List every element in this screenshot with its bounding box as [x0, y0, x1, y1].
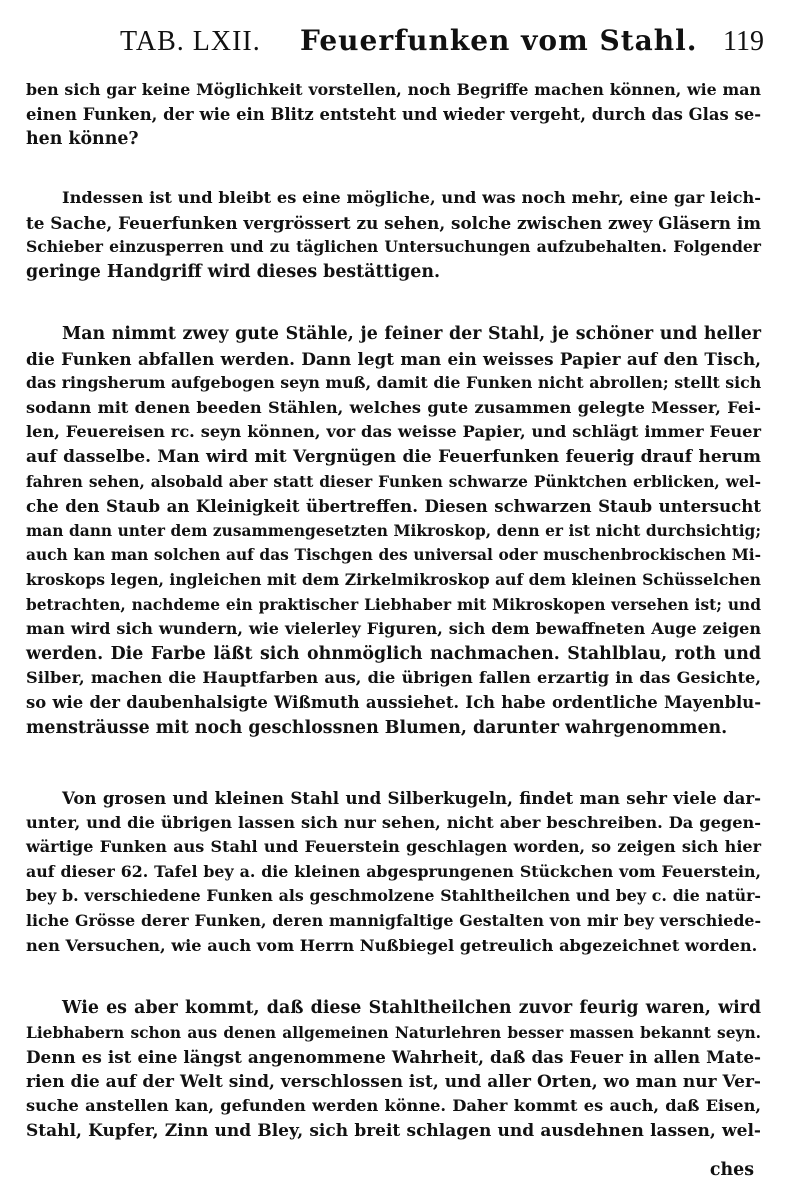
text-line: Liebhabern schon aus denen allgemeinen Naturlehren besser massen bekannt seyn. — [26, 1023, 761, 1042]
text-line: nen Versuchen, wie auch vom Herrn Nußbiegel getreulich abgezeichnet worden. — [26, 935, 758, 955]
text-line: geringe Handgriff wird dieses bestättigen. — [26, 261, 441, 282]
text-line: auch kan man solchen auf das Tischgen des universal oder muschenbrockischen Mi- — [26, 546, 761, 565]
text-line: das ringsherum aufgebogen seyn muß, damit die Funken nicht abrollen; stellt sich — [26, 373, 762, 393]
text-line: Silber, machen die Hauptfarben aus, die übrigen fallen erzartig in das Gesichte, — [26, 668, 761, 688]
text-line: wärtige Funken aus Stahl und Feuerstein geschlagen worden, so zeigen sich hier — [26, 837, 761, 857]
paragraph-3 — [26, 322, 761, 740]
plate-label: TAB. LXII. — [120, 26, 261, 57]
text-line: hen könne? — [26, 129, 139, 150]
text-line: fahren sehen, alsobald aber statt dieser Funken schwarze Pünktchen erblicken, wel- — [26, 472, 761, 491]
text-line: man dann unter dem zusammengesetzten Mikroskop, denn er ist nicht durchsichtig; — [26, 521, 761, 540]
catchword: ches — [709, 1160, 754, 1180]
text-line: Wie es aber kommt, daß diese Stahltheilchen zuvor feurig waren, wird — [62, 998, 761, 1018]
text-line: len, Feuereisen rc. seyn können, vor das weisse Papier, und schlägt immer Feuer — [26, 422, 761, 442]
text-line: Man nimmt zwey gute Stähle, je feiner der Stahl, je schöner und heller — [62, 324, 761, 344]
text-line: rien die auf der Welt sind, verschlossen ist, und aller Orten, wo man nur Ver- — [26, 1071, 761, 1092]
text-line: die Funken abfallen werden. Dann legt man ein weisses Papier auf den Tisch, — [26, 348, 761, 369]
text-line: man wird sich wundern, wie vielerley Figuren, sich dem bewaffneten Auge zeigen — [26, 619, 761, 639]
page-title: Feuerfunken vom Stahl. — [300, 24, 698, 57]
text-line: Schieber einzusperren und zu täglichen Untersuchungen aufzubehalten. Folgender — [26, 237, 761, 257]
paragraph-4 — [26, 786, 761, 958]
paragraph-1 — [26, 78, 761, 152]
text-line: betrachten, nachdeme ein praktischer Liebhaber mit Mikroskopen versehen ist; und — [26, 595, 761, 614]
paragraph-5 — [26, 996, 761, 1144]
text-line: suche anstellen kan, gefunden werden könne. Daher kommt es auch, daß Eisen, — [26, 1096, 761, 1116]
paragraph-2 — [26, 186, 761, 284]
text-line: Stahl, Kupfer, Zinn und Bley, sich breit schlagen und ausdehnen lassen, wel- — [26, 1120, 761, 1141]
text-line: unter, und die übrigen lassen sich nur sehen, nicht aber beschreiben. Da gegen- — [26, 812, 761, 832]
text-line: so wie der daubenhalsigte Wißmuth aussiehet. Ich habe ordentliche Mayenblu- — [26, 692, 761, 712]
text-line: che den Staub an Kleinigkeit übertreffen. Diesen schwarzen Staub untersucht — [26, 496, 761, 517]
text-line: auf dasselbe. Man wird mit Vergnügen die Feuerfunken feuerig drauf herum — [26, 446, 761, 467]
page-header — [110, 20, 764, 64]
text-line: einen Funken, der wie ein Blitz entsteht und wieder vergeht, durch das Glas se- — [26, 104, 761, 124]
text-line: sodann mit denen beeden Stählen, welches gute zusammen gelegte Messer, Fei- — [26, 397, 761, 417]
page-number: 119 — [723, 26, 764, 57]
text-line: bey b. verschiedene Funken als geschmolzene Stahltheilchen und bey c. die natür- — [26, 886, 761, 906]
text-line: Von grosen und kleinen Stahl und Silberkugeln, findet man sehr viele dar- — [62, 788, 761, 808]
text-line: auf dieser 62. Tafel bey a. die kleinen abgesprungenen Stückchen vom Feuerstein, — [26, 861, 761, 881]
text-line: Denn es ist eine längst angenommene Wahrheit, daß das Feuer in allen Mate- — [26, 1047, 761, 1068]
text-line: liche Grösse derer Funken, deren mannigfaltige Gestalten von mir bey verschiede- — [26, 910, 761, 930]
text-line: Indessen ist und bleibt es eine mögliche, und was noch mehr, eine gar leich- — [62, 188, 761, 207]
text-line: ben sich gar keine Möglichkeit vorstellen, noch Begriffe machen können, wie man — [26, 80, 761, 99]
text-line: mensträusse mit noch geschlossnen Blumen, darunter wahrgenommen. — [26, 717, 728, 738]
text-line: te Sache, Feuerfunken vergrössert zu sehen, solche zwischen zwey Gläsern im — [26, 212, 761, 233]
text-line: kroskops legen, ingleichen mit dem Zirkelmikroskop auf dem kleinen Schüsselchen — [26, 569, 761, 589]
text-line: werden. Die Farbe läßt sich ohnmöglich nachmachen. Stahlblau, roth und — [26, 643, 761, 664]
